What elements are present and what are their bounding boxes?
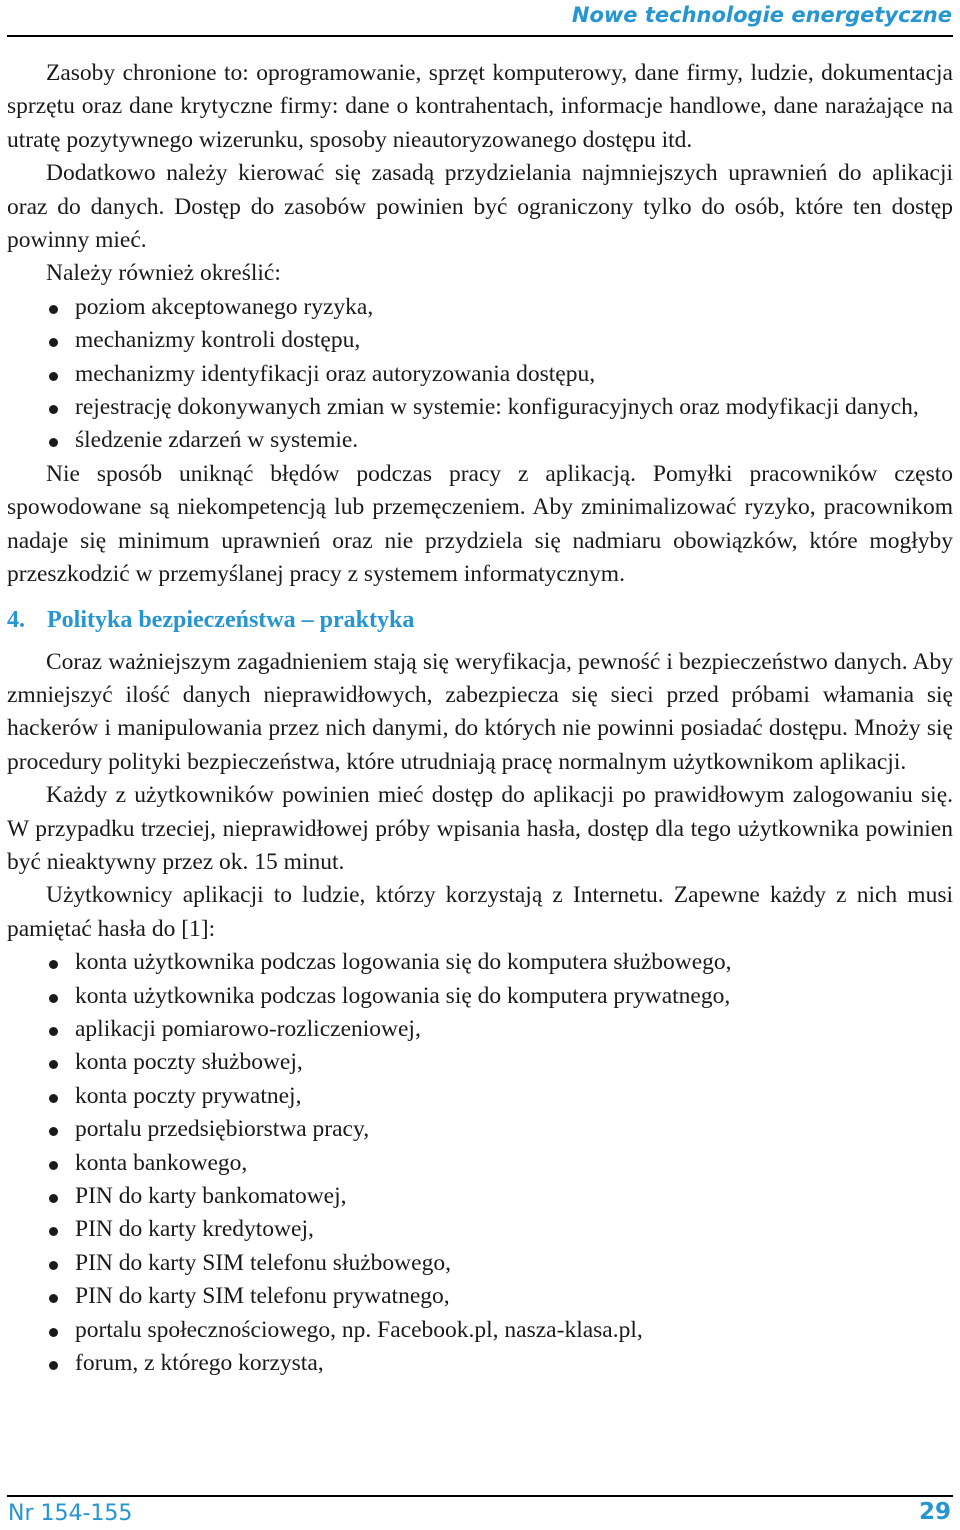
bullet-icon bbox=[49, 305, 58, 314]
list-item bbox=[7, 1314, 953, 1347]
bullet-icon bbox=[49, 1294, 58, 1303]
list-item bbox=[7, 1080, 953, 1113]
list-item bbox=[7, 1013, 953, 1046]
section-title: Polityka bezpieczeństwa – praktyka bbox=[47, 606, 415, 633]
passwords-list bbox=[7, 946, 953, 1380]
journal-title: Nowe technologie energetyczne bbox=[571, 3, 952, 27]
list-item-text: rejestrację dokonywanych zmian w systemie: konfiguracyjnych oraz modyfikacji danych, bbox=[75, 394, 919, 421]
list-item bbox=[7, 1113, 953, 1146]
list-item bbox=[7, 291, 953, 324]
list-item bbox=[7, 424, 953, 457]
paragraph: Zasoby chronione to: oprogramowanie, sprzęt komputerowy, dane firmy, ludzie, dokumentacja sprzętu oraz dane krytyczne firmy: dane o kontrahentach, informacje handlowe, dane narażające na utratę pozytywnego wizerunku, sposoby nieautoryzowanego dostępu itd. bbox=[7, 60, 953, 153]
bullet-icon bbox=[49, 1127, 58, 1136]
list-item-text: forum, z którego korzysta, bbox=[75, 1350, 324, 1377]
page-number: 29 bbox=[918, 1499, 951, 1525]
list-item-text: poziom akceptowanego ryzyka, bbox=[75, 293, 374, 320]
bullet-icon bbox=[49, 960, 58, 969]
paragraph: Należy również określić: bbox=[46, 260, 281, 287]
list-item-text: konta użytkownika podczas logowania się do komputera prywatnego, bbox=[75, 982, 731, 1009]
section-number: 4. bbox=[7, 606, 25, 633]
bullet-icon bbox=[49, 1161, 58, 1170]
paragraph: Coraz ważniejszym zagadnieniem stają się weryfikacja, pewność i bezpieczeństwo danych. Aby zmniejszyć ilość danych nieprawidłowych, zabezpiecza się sieci przed próbami włamania się hackerów i manipulowania przez nich danymi, do których nie powinni posiadać dostępu. Mnoży się procedury polityki bezpieczeństwa, które utrudniają pracę normalnym użytkownikom aplikacji. bbox=[7, 648, 953, 775]
section-heading bbox=[7, 602, 953, 638]
bullet-icon bbox=[49, 1361, 58, 1370]
paragraph: Nie sposób uniknąć błędów podczas pracy z aplikacją. Pomyłki pracowników często spowodowane są niekompetencją lub przemęczeniem. Aby zminimalizować ryzyko, pracownikom nadaje się minimum uprawnień oraz nie przydziela się nadmiaru obowiązków, które mogłyby przeszkodzić w przemyślanej pracy z systemem informatycznym. bbox=[7, 460, 953, 588]
list-item-text: śledzenie zdarzeń w systemie. bbox=[75, 427, 359, 454]
requirements-list bbox=[7, 291, 953, 458]
bullet-icon bbox=[49, 1094, 58, 1103]
list-item bbox=[7, 1213, 953, 1246]
list-item bbox=[7, 1147, 953, 1180]
list-item-text: portalu przedsiębiorstwa pracy, bbox=[75, 1116, 370, 1143]
list-item bbox=[7, 324, 953, 357]
list-item-text: PIN do karty SIM telefonu prywatnego, bbox=[75, 1283, 450, 1310]
bullet-icon bbox=[49, 1261, 58, 1270]
bullet-icon bbox=[49, 1060, 58, 1069]
bullet-icon bbox=[49, 1227, 58, 1236]
issue-number: Nr 154-155 bbox=[8, 1501, 133, 1526]
list-item bbox=[7, 1280, 953, 1313]
list-item bbox=[7, 391, 953, 424]
article-body bbox=[7, 57, 953, 1380]
bullet-icon bbox=[49, 1194, 58, 1203]
bullet-icon bbox=[49, 1027, 58, 1036]
list-item-text: aplikacji pomiarowo-rozliczeniowej, bbox=[75, 1015, 421, 1042]
list-item bbox=[7, 980, 953, 1013]
list-item-text: mechanizmy kontroli dostępu, bbox=[75, 327, 361, 354]
bullet-icon bbox=[49, 994, 58, 1003]
list-item bbox=[7, 1046, 953, 1079]
list-item-text: PIN do karty bankomatowej, bbox=[75, 1183, 347, 1209]
list-item-text: konta bankowego, bbox=[75, 1149, 248, 1176]
footer-divider bbox=[7, 1495, 953, 1497]
list-item bbox=[7, 1247, 953, 1280]
list-item bbox=[7, 358, 953, 391]
list-item-text: mechanizmy identyfikacji oraz autoryzowania dostępu, bbox=[75, 360, 596, 387]
bullet-icon bbox=[49, 372, 58, 381]
bullet-icon bbox=[49, 438, 58, 447]
list-item-text: PIN do karty SIM telefonu służbowego, bbox=[75, 1249, 451, 1276]
header-divider bbox=[7, 35, 953, 37]
bullet-icon bbox=[49, 405, 58, 414]
list-item bbox=[7, 946, 953, 979]
bullet-icon bbox=[49, 338, 58, 347]
list-item-text: konta użytkownika podczas logowania się do komputera służbowego, bbox=[75, 949, 732, 976]
list-item bbox=[7, 1347, 953, 1380]
bullet-icon bbox=[49, 1328, 58, 1337]
paragraph: Użytkownicy aplikacji to ludzie, którzy korzystają z Internetu. Zapewne każdy z nich musi pamiętać hasła do [1]: bbox=[7, 882, 953, 942]
list-item-text: portalu społecznościowego, np. Facebook.pl, nasza-klasa.pl, bbox=[75, 1316, 643, 1343]
list-item bbox=[7, 1180, 953, 1213]
paragraph: Dodatkowo należy kierować się zasadą przydzielania najmniejszych uprawnień do aplikacji oraz do danych. Dostęp do zasobów powinien być ograniczony tylko do osób, które ten dostęp powinny mieć. bbox=[7, 160, 953, 254]
list-item-text: konta poczty prywatnej, bbox=[75, 1082, 302, 1109]
list-item-text: PIN do karty kredytowej, bbox=[75, 1216, 314, 1243]
list-item-text: konta poczty służbowej, bbox=[75, 1049, 303, 1076]
paragraph: Każdy z użytkowników powinien mieć dostęp do aplikacji po prawidłowym zalogowaniu się. W przypadku trzeciej, nieprawidłowej próby wpisania hasła, dostęp dla tego użytkownika powinien być nieaktywny przez ok. 15 minut. bbox=[7, 782, 953, 875]
